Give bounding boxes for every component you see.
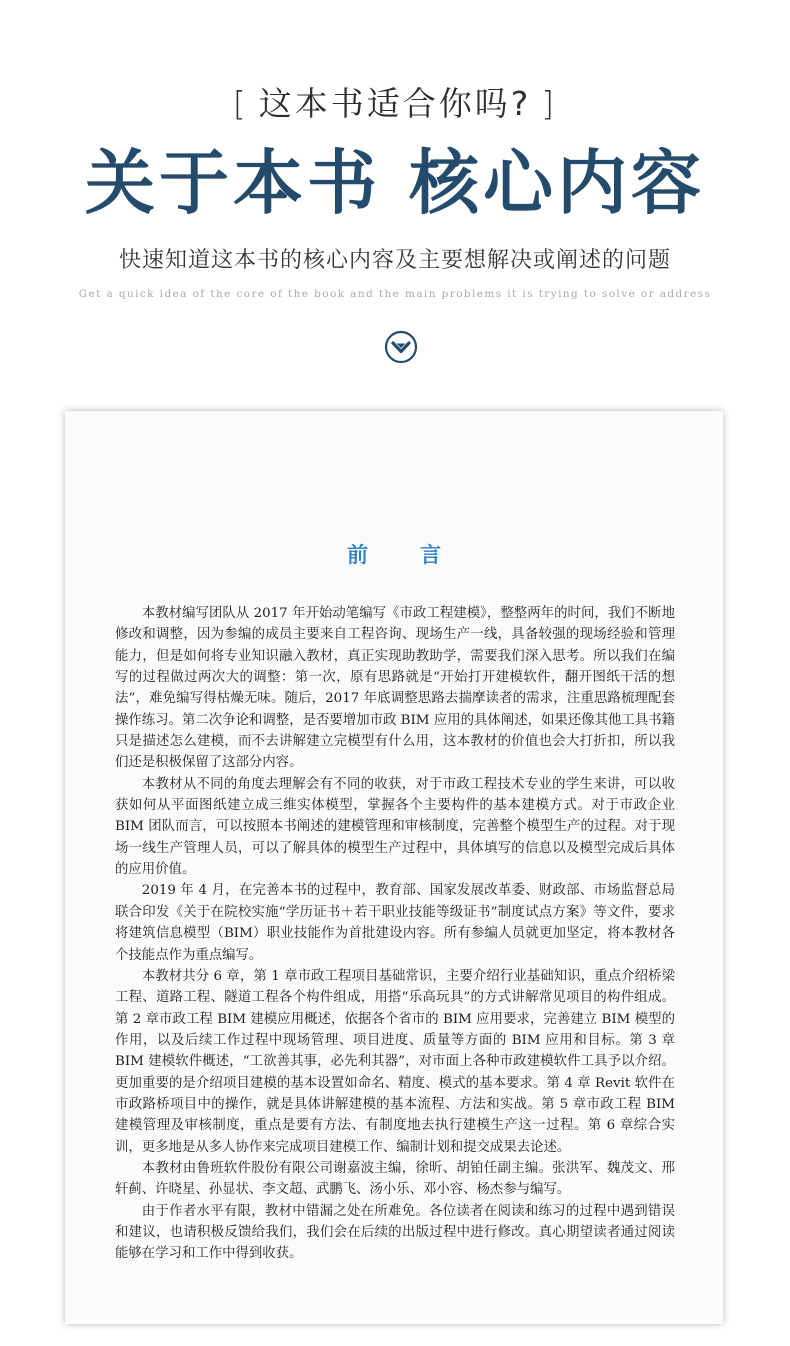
preface-title xyxy=(65,539,723,569)
preface-title-char-1: 前 xyxy=(347,542,368,567)
bracket-right: ] xyxy=(541,84,558,123)
paragraph-2: 本教材从不同的角度去理解会有不同的收获，对于市政工程技术专业的学生来讲，可以收获如何从平面图纸建立成三维实体模型，掌握各个主要构件的基本建模方式。对于市政企业 BIM 团队而言，可以按照本书阐述的建模管理和审核制度，完善整个模型生产的过程。对于现场一线生产管理人员，可以了解具体的模型生产过程中，具体填写的信息以及模型完成后具体的应用价值。 xyxy=(115,776,675,878)
paragraph-1: 本教材编写团队从 2017 年开始动笔编写《市政工程建模》，整整两年的时间，我们不断地修改和调整，因为参编的成员主要来自工程咨询、现场生产一线，具备较强的现场经验和管理能力，但是如何将专业知识融入教材，真正实现助教助学，需要我们深入思考。所以我们在编写的过程做过两次大的调整：第一次，原有思路就是“开始打开建模软件，翻开图纸干活的想法”，难免编写得枯燥无味。随后，2017 年底调整思路去揣摩读者的需求，注重思路梳理配套操作练习。第二次争论和调整，是否要增加市政 BIM 应用的具体阐述，如果还像其他工具书籍只是描述怎么建模，而不去讲解建立完模型有什么用，这本教材的价值也会大打折扣，所以我们还是积极保留了这部分内容。 xyxy=(115,606,675,771)
main-title xyxy=(0,138,790,228)
header-banner xyxy=(0,0,790,400)
paragraph-5: 本教材由鲁班软件股份有限公司谢嘉波主编，徐昕、胡铂任副主编。张洪军、魏茂文、邢轩蓟、许晓星、孙显状、李文超、武鹏飞、汤小乐、邓小容、杨杰参与编写。 xyxy=(115,1160,675,1198)
paragraph-3: 2019 年 4 月，在完善本书的过程中，教育部、国家发展改革委、财政部、市场监督总局联合印发《关于在院校实施“学历证书＋若干职业技能等级证书”制度试点方案》等文件，要求将建筑信息模型（BIM）职业技能作为首批建设内容。所有参编人员就更加坚定，将本教材各个技能点作为重点编写。 xyxy=(115,883,675,963)
subtitle-en: Get a quick idea of the core of the book and the main problems it is trying to solve or address xyxy=(78,288,712,300)
question-text: 这本书适合你吗? xyxy=(258,84,532,123)
paragraph-4: 本教材共分 6 章，第 1 章市政工程项目基础常识，主要介绍行业基础知识，重点介绍桥梁工程、道路工程、隧道工程各个构件组成，用搭“乐高玩具”的方式讲解常见项目的构件组成。第 2 章市政工程 BIM 建模应用概述，依据各个省市的 BIM 应用要求，完善建立 BIM 模型的作用，以及后续工作过程中现场管理、项目进度、质量等方面的 BIM 应用和目标。第 3 章 BIM 建模软件概述，“工欲善其事，必先利其器”，对市面上各种市政建模软件工具予以介绍。更加重要的是介绍项目建模的基本设置如命名、精度、模式的基本要求。第 4 章 Revit 软件在市政路桥项目中的操作，就是具体讲解建模的基本流程、方法和实战。第 5 章市政工程 BIM 建模管理及审核制度，重点是要有方法、有制度地去执行建模生产这一过程。第 6 章综合实训，更多地是从多人协作来完成项目建模工作、编制计划和提交成果去论述。 xyxy=(115,968,675,1155)
paragraph-6: 由于作者水平有限，教材中错漏之处在所难免。各位读者在阅读和练习的过程中遇到错误和建议，也请积极反馈给我们，我们会在后续的出版过程中进行修改。真心期望读者通过阅读能够在学习和工作中得到收获。 xyxy=(115,1203,675,1262)
subtitle-cn: 快速知道这本书的核心内容及主要想解决或阐述的问题 xyxy=(118,248,671,273)
title-part-2: 核心内容 xyxy=(409,142,705,224)
question-line xyxy=(0,78,790,125)
preface-body xyxy=(115,603,675,1265)
title-part-1: 关于本书 xyxy=(85,142,381,224)
preface-title-char-2: 言 xyxy=(420,542,441,567)
bracket-left: [ xyxy=(232,84,249,123)
chevron-down-circle-icon xyxy=(384,330,418,364)
book-page xyxy=(65,411,723,1324)
